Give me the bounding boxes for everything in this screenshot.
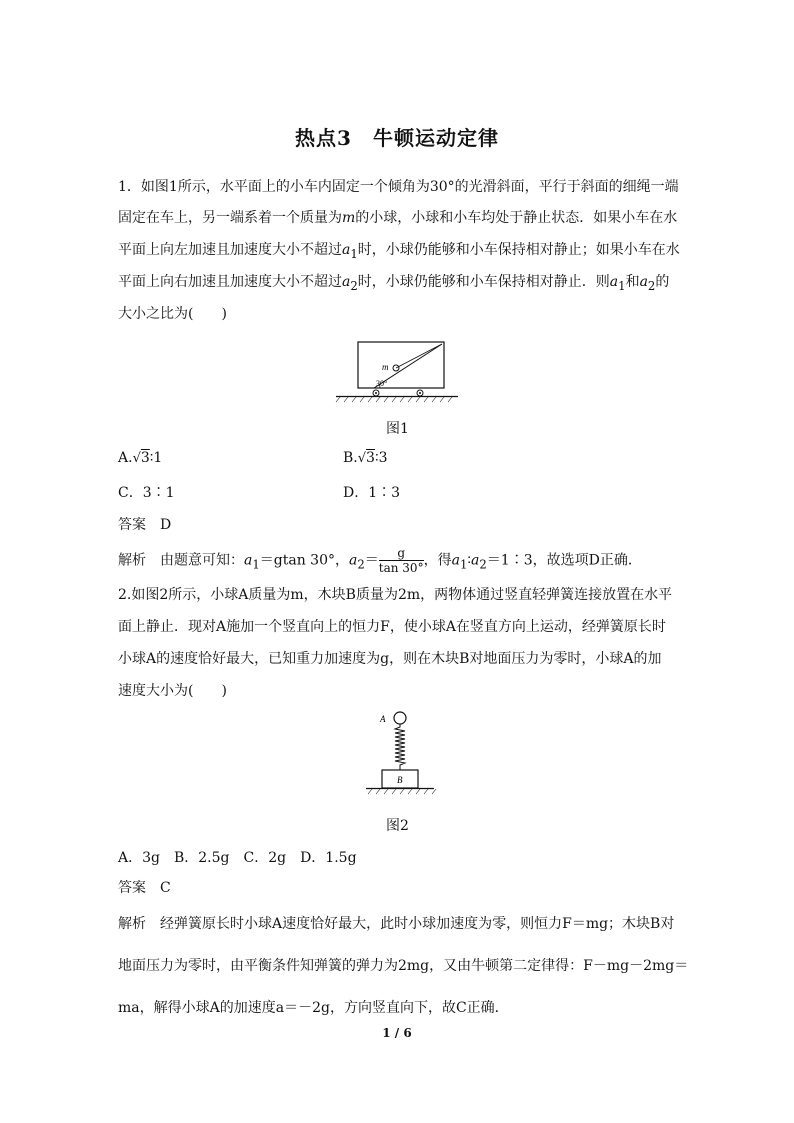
q1-text-i: 的	[655, 274, 670, 290]
q2-line-4: 速度大小为( )	[118, 683, 227, 699]
figure-2-spring-system	[360, 706, 440, 798]
q1-option-b-label: B.	[343, 450, 358, 466]
q1-text-b: 固定在车上，另一端系着一个质量为	[118, 210, 342, 226]
q1-analysis-end: ＝1∶3，故选项D正确．	[486, 552, 642, 569]
q1-analysis-eq2: ＝	[364, 552, 379, 569]
ground-hatch	[336, 397, 452, 402]
q2-line-3: 小球A的速度恰好最大，已知重力加速度为g，则在木块B对地面压力为零时，小球A的加	[118, 651, 662, 667]
ball-a	[394, 712, 406, 724]
q1-analysis-sub2: 2	[357, 557, 365, 572]
q1-line-3	[118, 239, 680, 261]
q1-analysis-a1: a	[244, 552, 253, 569]
page-number: 1 / 6	[382, 1026, 412, 1040]
q1-analysis-a1-b: a	[451, 552, 460, 569]
q1-option-a-label: A.	[118, 450, 133, 466]
q2-answer: 答案 C	[118, 880, 171, 896]
q1-a1-symbol: a	[342, 242, 351, 258]
fig2-label-a: A	[380, 714, 386, 724]
q1-analysis-ratio: ∶	[467, 552, 472, 569]
q1-option-d: D．1∶3	[343, 485, 401, 501]
q1-analysis-eq1: ＝gtan 30°，	[259, 552, 349, 569]
q1-text-a: 1．如图1所示，水平面上的小车内固定一个倾角为30°的光滑斜面，平行于斜面的细绳一端	[118, 179, 679, 195]
q1-text-g: 时，小球仍能够和小车保持相对静止．则	[357, 274, 610, 290]
q1-text-f: 平面上向右加速且加速度大小不超过	[118, 274, 342, 290]
q1-line-4	[118, 271, 669, 293]
q1-sub-2b: 2	[647, 278, 656, 293]
q1-a2-symbol: a	[342, 274, 351, 290]
q1-line-2	[118, 207, 677, 227]
fraction-numerator: g	[379, 546, 424, 561]
q1-option-a: A.√3∶1	[118, 450, 163, 466]
q1-text-e: 时，小球仍能够和小车保持相对静止；如果小车在水	[357, 242, 680, 258]
q1-line-1	[118, 176, 679, 196]
wheel-left-axle	[375, 392, 377, 394]
sqrt-3-a: 3	[140, 450, 150, 466]
sqrt-icon: √	[132, 451, 141, 466]
q1-text-h: 和	[625, 274, 640, 290]
fig2-label-b: B	[397, 775, 403, 785]
rope	[396, 344, 442, 368]
q1-a1-symbol-b: a	[609, 274, 619, 290]
q1-option-c: C．3∶1	[118, 485, 175, 501]
q1-analysis-sub1: 1	[252, 557, 260, 572]
q2-options: A．3g B．2.5g C．2g D．1.5g	[118, 850, 357, 866]
fig1-mass-label: m	[382, 362, 389, 372]
q1-line-5	[118, 303, 227, 323]
q1-sub-1: 1	[350, 246, 358, 261]
q1-sub-1b: 1	[618, 278, 626, 293]
q1-sub-2: 2	[350, 278, 358, 293]
q2-line-1: 2.如图2所示，小球A质量为m，木块B质量为2m，两物体通过竖直轻弹簧连接放置在水平	[118, 587, 673, 603]
spring	[395, 724, 405, 770]
q1-analysis-a2-b: a	[471, 552, 480, 569]
q1-analysis-mid: ，得	[423, 552, 452, 569]
q1-text-j: 大小之比为( )	[118, 306, 227, 322]
q2-analysis-2: 地面压力为零时，由平衡条件知弹簧的弹力为2mg，又由牛顿第二定律得：F－mg－2mg＝	[118, 958, 689, 974]
q1-analysis-sub2-b: 2	[479, 557, 487, 572]
q1-mass-symbol: m	[342, 210, 356, 226]
q1-text-d: 平面上向左加速且加速度大小不超过	[118, 242, 342, 258]
figure-1-cart-incline	[334, 338, 460, 404]
q1-option-b: B.√3∶3	[343, 450, 388, 466]
fig1-angle-label: 30°	[376, 379, 388, 388]
q1-answer: 答案 D	[118, 517, 172, 533]
q1-analysis-a2: a	[349, 552, 358, 569]
sqrt-icon: √	[357, 451, 367, 466]
q2-analysis-1: 解析 经弹簧原长时小球A速度恰好最大，此时小球加速度为零，则恒力F＝mg；木块B对	[118, 916, 675, 932]
q1-analysis-prefix: 解析 由题意可知：	[118, 552, 244, 569]
q2-analysis-3: ma，解得小球A的加速度a＝－2g，方向竖直向下，故C正确．	[118, 1000, 509, 1016]
q1-text-c: 的小球，小球和小车均处于静止状态．如果小车在水	[355, 210, 678, 226]
q1-analysis	[118, 546, 642, 575]
q1-fraction	[379, 546, 424, 575]
figure-2-caption: 图2	[386, 818, 409, 834]
fraction-denominator: tan 30°	[378, 561, 424, 575]
figure-1-caption: 图1	[386, 421, 409, 437]
wheel-right-axle	[419, 392, 421, 394]
q2-line-2: 面上静止．现对A施加一个竖直向上的恒力F，使小球A在竖直方向上运动，经弹簧原长时	[118, 619, 666, 635]
q1-a2-symbol-b: a	[639, 274, 648, 290]
sqrt-3-b: 3	[366, 450, 375, 466]
fig2-ground-hatch	[368, 789, 436, 794]
q1-analysis-sub1-b: 1	[459, 557, 468, 572]
page-title: 热点3 牛顿运动定律	[295, 126, 499, 150]
